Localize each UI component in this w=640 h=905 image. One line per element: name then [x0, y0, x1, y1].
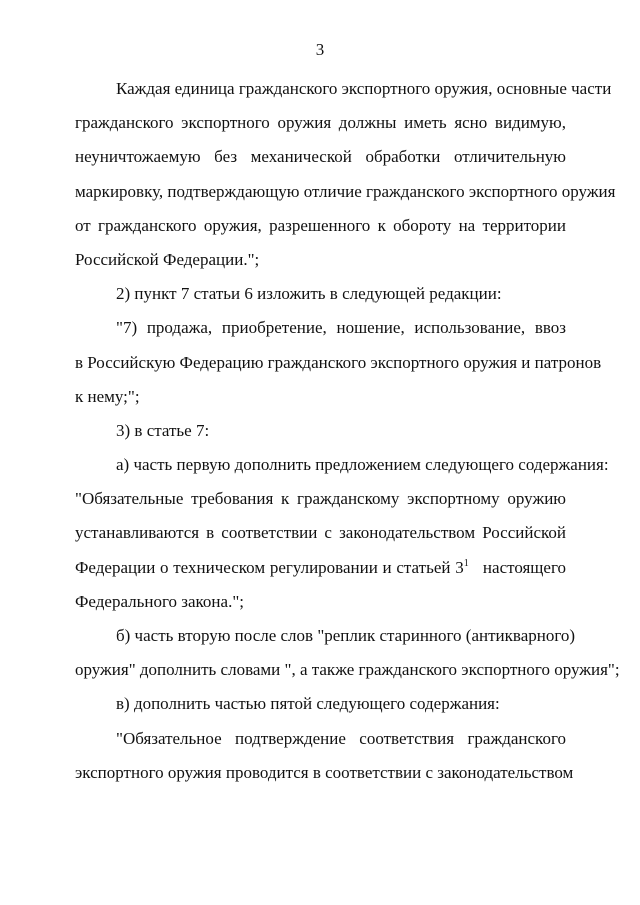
text-line: в Российскую Федерацию гражданского экспортного оружия и патронов	[75, 352, 602, 372]
text-line: от гражданского оружия, разрешенного к обороту на территории	[75, 215, 566, 235]
page-number: 3	[315, 40, 325, 59]
text-line: 3) в статье 7:	[116, 420, 210, 440]
text-line: 2) пункт 7 статьи 6 изложить в следующей редакции:	[116, 284, 502, 304]
text-line: маркировку, подтверждающую отличие гражданского экспортного оружия	[75, 181, 616, 201]
text-line: а) часть первую дополнить предложением следующего содержания:	[116, 455, 609, 475]
text-line-with-superscript	[75, 551, 566, 585]
text-fragment: настоящего	[482, 557, 566, 577]
text-line: б) часть вторую после слов "реплик старинного (антикварного)	[116, 626, 576, 645]
text-fragment: Федерации о техническом регулировании и статьей 3	[75, 557, 464, 577]
text-line: "Обязательное подтверждение соответствия гражданского	[116, 728, 566, 748]
document-body	[75, 72, 620, 790]
superscript: 1	[463, 557, 469, 569]
text-line: "Обязательные требования к гражданскому экспортному оружию	[75, 489, 566, 509]
text-line: в) дополнить частью пятой следующего содержания:	[116, 694, 500, 714]
text-line: Федерального закона.";	[75, 591, 244, 611]
text-line: оружия" дополнить словами ", а также гражданского экспортного оружия";	[75, 660, 620, 680]
text-line: "7) продажа, приобретение, ношение, использование, ввоз	[116, 318, 566, 338]
text-line: Российской Федерации.";	[75, 249, 260, 269]
text-line: экспортного оружия проводится в соответствии с законодательством	[75, 762, 574, 782]
text-line: к нему;";	[75, 386, 140, 406]
text-line: устанавливаются в соответствии с законодательством Российской	[75, 523, 566, 543]
text-line: гражданского экспортного оружия должны иметь ясно видимую,	[75, 113, 566, 133]
text-line: Каждая единица гражданского экспортного оружия, основные части	[116, 79, 612, 98]
text-line: неуничтожаемую без механической обработки отличительную	[75, 147, 566, 167]
